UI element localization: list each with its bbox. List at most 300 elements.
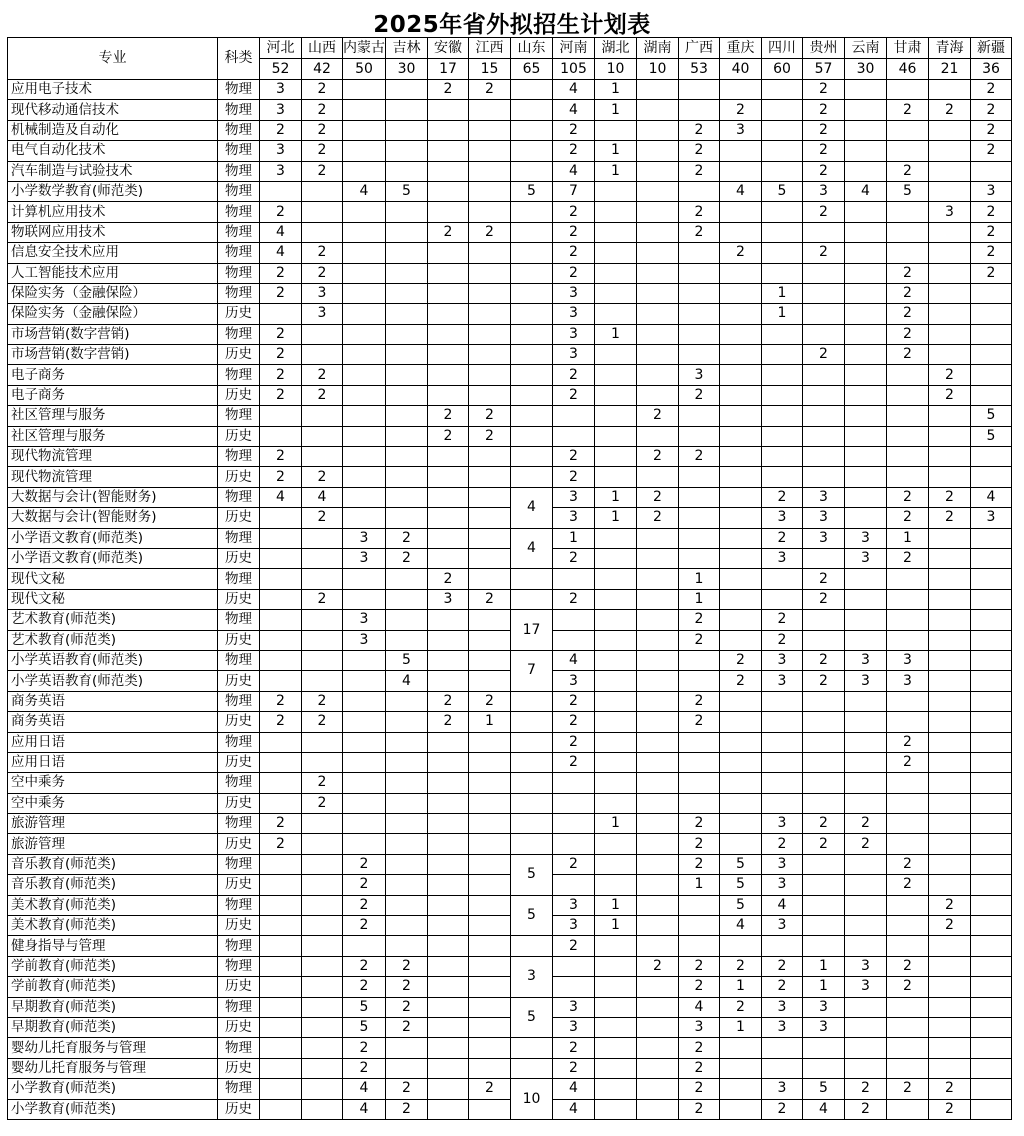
value-cell — [595, 793, 637, 813]
value-cell — [386, 936, 428, 956]
value-cell — [971, 650, 1012, 670]
table-row — [8, 610, 1012, 630]
subject-cell: 物理 — [218, 814, 260, 834]
value-cell — [595, 671, 637, 691]
value-cell: 2 — [803, 589, 845, 609]
value-cell: 3 — [260, 100, 302, 120]
value-cell — [887, 1099, 929, 1119]
subject-cell: 物理 — [218, 569, 260, 589]
value-cell — [469, 283, 511, 303]
value-cell — [428, 508, 469, 528]
value-cell — [386, 875, 428, 895]
value-cell — [302, 916, 343, 936]
value-cell — [595, 243, 637, 263]
value-cell — [595, 691, 637, 711]
subject-cell: 物理 — [218, 365, 260, 385]
province-header: 甘肃 — [887, 38, 929, 59]
value-cell: 2 — [302, 691, 343, 711]
value-cell — [595, 834, 637, 854]
value-cell: 3 — [511, 956, 553, 997]
value-cell: 2 — [553, 548, 595, 568]
value-cell — [386, 263, 428, 283]
value-cell — [845, 385, 887, 405]
value-cell: 2 — [971, 80, 1012, 100]
value-cell: 5 — [386, 650, 428, 670]
value-cell — [971, 814, 1012, 834]
value-cell — [302, 936, 343, 956]
value-cell — [595, 283, 637, 303]
major-cell: 人工智能技术应用 — [8, 263, 218, 283]
subject-cell: 物理 — [218, 181, 260, 201]
value-cell — [971, 732, 1012, 752]
value-cell — [929, 324, 971, 344]
table-row — [8, 100, 1012, 120]
value-cell — [511, 467, 553, 487]
value-cell: 2 — [637, 487, 679, 507]
value-cell — [428, 447, 469, 467]
major-cell: 艺术教育(师范类) — [8, 610, 218, 630]
value-cell — [803, 793, 845, 813]
value-cell — [971, 1058, 1012, 1078]
value-cell — [428, 1058, 469, 1078]
subject-cell: 物理 — [218, 283, 260, 303]
major-cell: 音乐教育(师范类) — [8, 854, 218, 874]
subject-cell: 历史 — [218, 793, 260, 813]
value-cell: 3 — [260, 80, 302, 100]
major-cell: 小学语文教育(师范类) — [8, 548, 218, 568]
value-cell: 3 — [803, 997, 845, 1017]
major-cell: 早期教育(师范类) — [8, 1017, 218, 1037]
value-cell — [845, 141, 887, 161]
value-cell — [302, 1017, 343, 1037]
subject-cell: 物理 — [218, 447, 260, 467]
value-cell: 2 — [553, 589, 595, 609]
value-cell — [595, 365, 637, 385]
value-cell — [887, 467, 929, 487]
value-cell — [720, 1058, 762, 1078]
value-cell — [720, 467, 762, 487]
value-cell — [302, 1099, 343, 1119]
value-cell — [595, 997, 637, 1017]
value-cell — [679, 283, 720, 303]
value-cell — [386, 773, 428, 793]
value-cell — [971, 467, 1012, 487]
table-row — [8, 569, 1012, 589]
value-cell: 10 — [511, 1079, 553, 1120]
major-cell: 大数据与会计(智能财务) — [8, 487, 218, 507]
value-cell — [762, 161, 803, 181]
value-cell: 2 — [260, 324, 302, 344]
value-cell: 3 — [803, 508, 845, 528]
value-cell — [887, 1058, 929, 1078]
value-cell — [971, 283, 1012, 303]
value-cell — [637, 977, 679, 997]
value-cell: 2 — [803, 243, 845, 263]
subject-cell: 历史 — [218, 467, 260, 487]
value-cell — [343, 161, 386, 181]
value-cell: 2 — [887, 100, 929, 120]
major-cell: 学前教育(师范类) — [8, 956, 218, 976]
value-cell — [511, 324, 553, 344]
value-cell — [428, 1017, 469, 1037]
major-cell: 应用日语 — [8, 752, 218, 772]
value-cell — [971, 793, 1012, 813]
value-cell — [803, 548, 845, 568]
subject-cell: 物理 — [218, 997, 260, 1017]
value-cell — [469, 1017, 511, 1037]
value-cell: 2 — [762, 610, 803, 630]
value-cell — [511, 936, 553, 956]
value-cell — [845, 712, 887, 732]
value-cell — [845, 997, 887, 1017]
value-cell: 5 — [720, 895, 762, 915]
value-cell — [386, 691, 428, 711]
value-cell — [929, 120, 971, 140]
major-cell: 小学教育(师范类) — [8, 1079, 218, 1099]
value-cell — [845, 1038, 887, 1058]
value-cell — [595, 1058, 637, 1078]
value-cell — [343, 712, 386, 732]
value-cell — [679, 650, 720, 670]
value-cell — [929, 406, 971, 426]
value-cell: 2 — [553, 936, 595, 956]
value-cell: 2 — [302, 773, 343, 793]
value-cell — [845, 263, 887, 283]
value-cell: 3 — [803, 528, 845, 548]
value-cell — [637, 1038, 679, 1058]
value-cell: 3 — [553, 345, 595, 365]
value-cell — [887, 1038, 929, 1058]
value-cell — [845, 1017, 887, 1037]
value-cell — [511, 304, 553, 324]
value-cell: 2 — [887, 752, 929, 772]
value-cell: 4 — [553, 1079, 595, 1099]
value-cell — [386, 202, 428, 222]
value-cell — [929, 161, 971, 181]
province-header: 安徽 — [428, 38, 469, 59]
value-cell: 4 — [511, 487, 553, 528]
value-cell — [260, 528, 302, 548]
value-cell — [637, 263, 679, 283]
major-cell: 婴幼儿托育服务与管理 — [8, 1038, 218, 1058]
value-cell — [553, 406, 595, 426]
value-cell — [386, 141, 428, 161]
value-cell — [469, 773, 511, 793]
value-cell — [428, 487, 469, 507]
value-cell — [971, 916, 1012, 936]
value-cell: 2 — [679, 222, 720, 242]
major-cell: 美术教育(师范类) — [8, 895, 218, 915]
value-cell: 3 — [762, 997, 803, 1017]
value-cell — [929, 1058, 971, 1078]
province-quota: 30 — [845, 59, 887, 80]
major-cell: 电子商务 — [8, 385, 218, 405]
value-cell — [845, 793, 887, 813]
value-cell — [637, 773, 679, 793]
value-cell: 2 — [260, 467, 302, 487]
value-cell — [637, 243, 679, 263]
value-cell — [720, 304, 762, 324]
value-cell: 2 — [679, 202, 720, 222]
subject-cell: 历史 — [218, 426, 260, 446]
value-cell — [971, 691, 1012, 711]
value-cell: 3 — [762, 508, 803, 528]
value-cell: 2 — [469, 406, 511, 426]
value-cell: 2 — [679, 1038, 720, 1058]
value-cell — [511, 120, 553, 140]
value-cell: 3 — [553, 997, 595, 1017]
major-cell: 大数据与会计(智能财务) — [8, 508, 218, 528]
major-cell: 空中乘务 — [8, 793, 218, 813]
value-cell: 2 — [343, 875, 386, 895]
value-cell — [929, 1017, 971, 1037]
province-quota: 17 — [428, 59, 469, 80]
province-quota: 40 — [720, 59, 762, 80]
value-cell — [637, 671, 679, 691]
subject-cell: 物理 — [218, 80, 260, 100]
value-cell: 2 — [343, 895, 386, 915]
value-cell: 3 — [845, 956, 887, 976]
major-cell: 旅游管理 — [8, 834, 218, 854]
value-cell: 2 — [720, 243, 762, 263]
subject-cell: 历史 — [218, 834, 260, 854]
value-cell — [887, 80, 929, 100]
value-cell — [469, 630, 511, 650]
value-cell — [511, 691, 553, 711]
value-cell: 1 — [595, 100, 637, 120]
value-cell: 1 — [595, 80, 637, 100]
table-row — [8, 447, 1012, 467]
value-cell: 2 — [260, 834, 302, 854]
value-cell — [428, 610, 469, 630]
value-cell: 1 — [679, 875, 720, 895]
value-cell: 3 — [803, 1017, 845, 1037]
value-cell — [469, 1038, 511, 1058]
value-cell — [260, 1099, 302, 1119]
value-cell — [929, 528, 971, 548]
major-cell: 健身指导与管理 — [8, 936, 218, 956]
value-cell — [260, 997, 302, 1017]
value-cell: 2 — [971, 141, 1012, 161]
table-row — [8, 671, 1012, 691]
value-cell — [762, 222, 803, 242]
value-cell — [762, 773, 803, 793]
subject-cell: 历史 — [218, 589, 260, 609]
value-cell — [511, 1058, 553, 1078]
value-cell — [428, 324, 469, 344]
subject-cell: 物理 — [218, 406, 260, 426]
value-cell — [302, 956, 343, 976]
value-cell — [720, 528, 762, 548]
value-cell: 2 — [553, 732, 595, 752]
value-cell — [971, 834, 1012, 854]
value-cell: 2 — [720, 650, 762, 670]
value-cell — [595, 548, 637, 568]
value-cell — [679, 895, 720, 915]
value-cell: 5 — [511, 181, 553, 201]
value-cell: 2 — [553, 854, 595, 874]
table-row — [8, 936, 1012, 956]
table-row — [8, 467, 1012, 487]
subject-cell: 历史 — [218, 345, 260, 365]
value-cell: 1 — [679, 589, 720, 609]
value-cell — [386, 304, 428, 324]
value-cell: 1 — [595, 916, 637, 936]
table-row — [8, 202, 1012, 222]
value-cell — [803, 324, 845, 344]
value-cell — [845, 773, 887, 793]
value-cell: 3 — [887, 650, 929, 670]
value-cell: 2 — [803, 141, 845, 161]
value-cell — [929, 956, 971, 976]
value-cell — [845, 691, 887, 711]
value-cell: 2 — [428, 712, 469, 732]
value-cell — [679, 80, 720, 100]
value-cell — [428, 834, 469, 854]
value-cell: 3 — [679, 1017, 720, 1037]
value-cell: 2 — [679, 712, 720, 732]
value-cell — [343, 467, 386, 487]
value-cell: 2 — [637, 406, 679, 426]
value-cell — [428, 161, 469, 181]
value-cell — [929, 80, 971, 100]
value-cell — [260, 732, 302, 752]
value-cell: 3 — [762, 548, 803, 568]
table-row — [8, 691, 1012, 711]
header-major: 专业 — [8, 38, 218, 80]
value-cell — [386, 895, 428, 915]
value-cell — [971, 671, 1012, 691]
value-cell: 4 — [553, 1099, 595, 1119]
value-cell: 4 — [260, 487, 302, 507]
value-cell — [260, 977, 302, 997]
value-cell — [637, 834, 679, 854]
header-row-provinces — [8, 38, 1012, 59]
value-cell — [595, 1017, 637, 1037]
value-cell — [343, 283, 386, 303]
value-cell — [971, 1017, 1012, 1037]
value-cell: 4 — [260, 243, 302, 263]
value-cell — [343, 100, 386, 120]
subject-cell: 物理 — [218, 1038, 260, 1058]
value-cell — [929, 936, 971, 956]
subject-cell: 物理 — [218, 100, 260, 120]
table-row — [8, 1099, 1012, 1119]
value-cell — [302, 345, 343, 365]
value-cell: 4 — [302, 487, 343, 507]
value-cell: 3 — [803, 487, 845, 507]
value-cell — [469, 793, 511, 813]
value-cell — [929, 773, 971, 793]
value-cell — [971, 161, 1012, 181]
value-cell — [637, 936, 679, 956]
value-cell — [971, 773, 1012, 793]
value-cell: 2 — [845, 1079, 887, 1099]
value-cell — [887, 814, 929, 834]
value-cell — [637, 1058, 679, 1078]
value-cell: 2 — [386, 1079, 428, 1099]
value-cell — [720, 834, 762, 854]
value-cell — [637, 630, 679, 650]
value-cell — [637, 385, 679, 405]
subject-cell: 历史 — [218, 875, 260, 895]
value-cell: 4 — [343, 1099, 386, 1119]
province-quota: 30 — [386, 59, 428, 80]
value-cell — [469, 528, 511, 548]
value-cell: 2 — [679, 120, 720, 140]
value-cell — [260, 304, 302, 324]
table-row — [8, 345, 1012, 365]
value-cell — [386, 406, 428, 426]
subject-cell: 物理 — [218, 1079, 260, 1099]
value-cell — [595, 773, 637, 793]
value-cell: 2 — [679, 610, 720, 630]
value-cell: 2 — [343, 854, 386, 874]
value-cell: 5 — [720, 875, 762, 895]
major-cell: 现代文秘 — [8, 589, 218, 609]
value-cell — [929, 222, 971, 242]
value-cell: 3 — [343, 610, 386, 630]
table-row — [8, 385, 1012, 405]
value-cell — [260, 650, 302, 670]
value-cell: 2 — [386, 528, 428, 548]
value-cell — [553, 793, 595, 813]
value-cell: 3 — [845, 977, 887, 997]
value-cell: 5 — [386, 181, 428, 201]
value-cell — [302, 406, 343, 426]
value-cell — [302, 610, 343, 630]
value-cell: 2 — [343, 1058, 386, 1078]
province-header: 河南 — [553, 38, 595, 59]
value-cell — [762, 426, 803, 446]
value-cell — [762, 406, 803, 426]
value-cell: 2 — [428, 691, 469, 711]
value-cell: 2 — [679, 691, 720, 711]
value-cell — [803, 691, 845, 711]
value-cell — [386, 222, 428, 242]
value-cell — [260, 630, 302, 650]
value-cell: 2 — [428, 80, 469, 100]
value-cell: 2 — [553, 365, 595, 385]
value-cell: 3 — [762, 671, 803, 691]
value-cell — [720, 324, 762, 344]
major-cell: 汽车制造与试验技术 — [8, 161, 218, 181]
value-cell — [595, 528, 637, 548]
value-cell: 5 — [971, 426, 1012, 446]
value-cell — [637, 161, 679, 181]
subject-cell: 物理 — [218, 324, 260, 344]
value-cell — [637, 752, 679, 772]
value-cell: 2 — [302, 793, 343, 813]
value-cell — [595, 569, 637, 589]
value-cell — [511, 1038, 553, 1058]
value-cell — [762, 467, 803, 487]
value-cell: 2 — [803, 80, 845, 100]
value-cell: 2 — [803, 202, 845, 222]
value-cell — [511, 406, 553, 426]
value-cell: 2 — [553, 243, 595, 263]
value-cell: 2 — [887, 732, 929, 752]
major-cell: 市场营销(数字营销) — [8, 324, 218, 344]
value-cell — [302, 630, 343, 650]
value-cell — [553, 956, 595, 976]
table-row — [8, 1017, 1012, 1037]
value-cell — [511, 712, 553, 732]
value-cell: 2 — [845, 1099, 887, 1119]
value-cell: 2 — [971, 263, 1012, 283]
value-cell — [720, 426, 762, 446]
value-cell — [511, 793, 553, 813]
